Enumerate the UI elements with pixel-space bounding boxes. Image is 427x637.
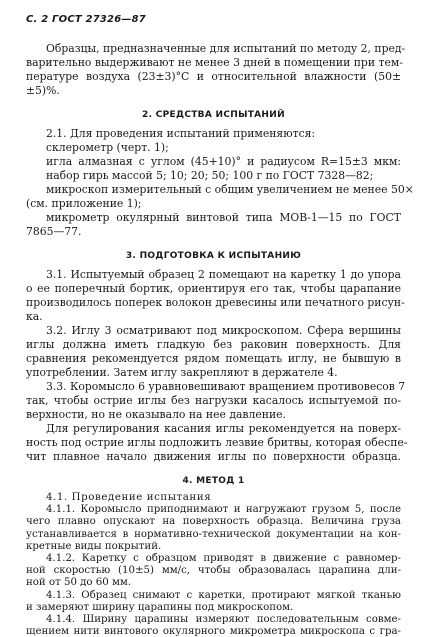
section-4-line: 4.1.3. Образец снимают с каретки, протирают мягкой тканью: [46, 589, 401, 601]
section-4-line: кретные виды покрытий.: [26, 540, 162, 552]
section-3-line: 3.2. Иглу 3 осматривают под микроскопом. Сфера вершины: [46, 324, 401, 337]
section-3-line: производилось поперек волокон древесины или печатного рисун-: [26, 296, 405, 309]
section-2-line: 7865—77.: [26, 225, 82, 238]
section-3-line: чит плавное начало движения иглы по поверхности образца.: [26, 450, 401, 463]
section-4-heading: 4. МЕТОД 1: [182, 476, 245, 486]
section-2-line: набор гирь массой 5; 10; 20; 50; 100 г по ГОСТ 7328—82;: [46, 169, 374, 182]
section-2-line: микроскоп измерительный с общим увеличением не менее 50×: [46, 183, 414, 196]
section-4-line: щением нити винтового окулярного микрометра микроскопа с гра-: [26, 626, 401, 637]
section-2-line: игла алмазная с углом (45+10)° и радиусом R=15±3 мкм:: [46, 155, 401, 168]
section-3-line: так, чтобы острие иглы без нагрузки касалось испытуемой по-: [26, 394, 401, 407]
section-2-line: склерометр (черт. 1);: [46, 141, 169, 154]
section-4-line: устанавливается в нормативно-технической документации на кон-: [26, 528, 401, 540]
section-2-heading: 2. СРЕДСТВА ИСПЫТАНИЙ: [142, 110, 285, 120]
page-header: С. 2 ГОСТ 27326—87: [26, 14, 146, 25]
section-4-line: 4.1. Проведение испытания: [46, 492, 212, 503]
section-4-line: ной скоростью (10±5) мм/с, чтобы образовалась царапина дли-: [26, 565, 401, 577]
section-4-line: 4.1.2. Каретку с образцом приводят в движение с равномер-: [46, 552, 401, 564]
section-3-line: ность под острие иглы подложить лезвие бритвы, которая обеспе-: [26, 436, 408, 449]
section-3-line: верхности, но не оказывало на нее давление.: [26, 408, 286, 421]
section-4-line: и замеряют ширину царапины под микроскопом.: [26, 601, 294, 613]
section-4-line: чего плавно опускают на поверхность образца. Величина груза: [26, 516, 401, 528]
section-4-line: 4.1.4. Ширину царапины измеряют последовательным совме-: [46, 613, 401, 625]
section-3-line: 3.1. Испытуемый образец 2 помещают на каретку 1 до упора: [46, 268, 401, 281]
section-3-line: ка.: [26, 310, 43, 323]
intro-line: пературе воздуха (23±3)°С и относительной влажности (50±: [26, 70, 401, 83]
section-3-line: иглы должна иметь гладкую без раковин поверхность. Для: [26, 338, 401, 351]
section-3-line: 3.3. Коромысло 6 уравновешивают вращением противовесов 7: [46, 380, 406, 393]
section-3-line: употреблении. Затем иглу закрепляют в держателе 4.: [26, 366, 338, 379]
intro-line: варительно выдерживают не менее 3 дней в помещении при тем-: [26, 56, 403, 69]
section-2-line: 2.1. Для проведения испытаний применяются:: [46, 127, 316, 140]
intro-line: ±5)%.: [26, 84, 60, 97]
section-2-line: микрометр окулярный винтовой типа МОВ-1—15 по ГОСТ: [46, 211, 401, 224]
section-4-line: ной от 50 до 60 мм.: [26, 577, 132, 589]
section-3-line: сравнения рекомендуется рядом помещать иглу, не бывшую в: [26, 352, 401, 365]
section-3-line: о ее поперечный бортик, ориентируя его так, чтобы царапание: [26, 282, 401, 295]
section-3-heading: 3. ПОДГОТОВКА К ИСПЫТАНИЮ: [125, 251, 302, 261]
section-3-line: Для регулирования касания иглы рекомендуется на поверх-: [46, 422, 401, 435]
section-2-line: (см. приложение 1);: [26, 197, 142, 210]
section-4-line: 4.1.1. Коромысло приподнимают и нагружают грузом 5, после: [46, 504, 401, 516]
intro-line: Образцы, предназначенные для испытаний по методу 2, пред-: [46, 42, 406, 55]
